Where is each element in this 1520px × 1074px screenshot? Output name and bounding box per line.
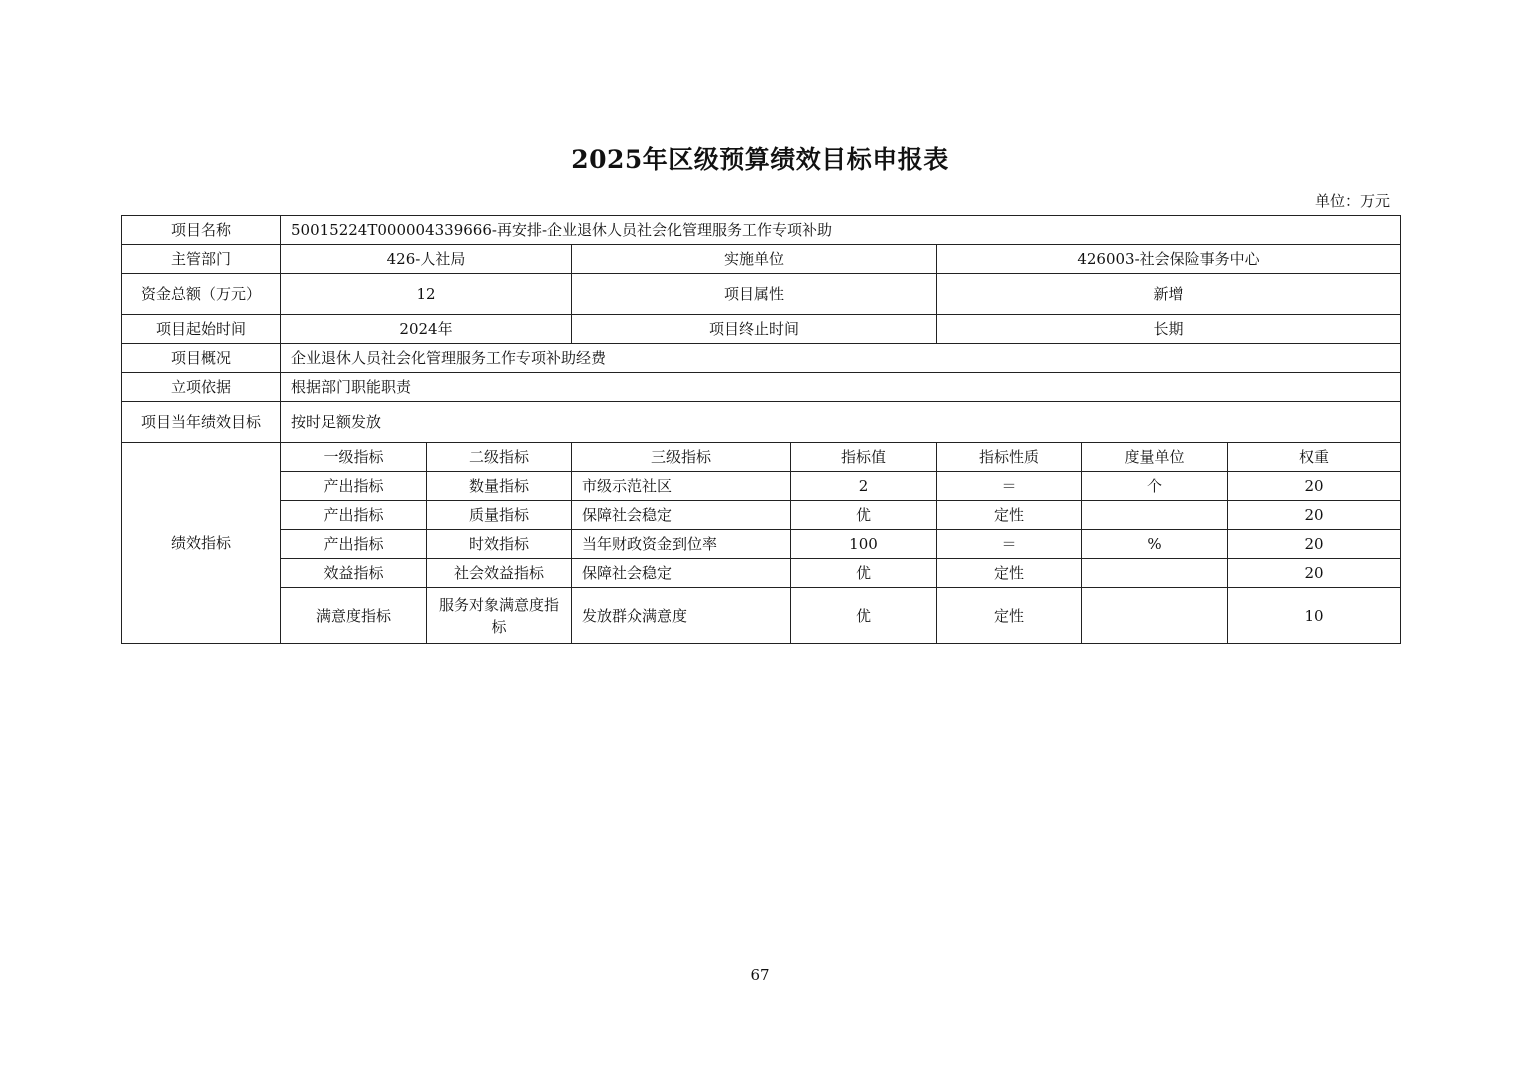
- table-cell: 满意度指标: [281, 588, 427, 644]
- table-cell: 定性: [937, 501, 1082, 530]
- row-project-name: [122, 216, 1401, 245]
- table-cell: 效益指标: [281, 559, 427, 588]
- table-cell: 数量指标: [427, 472, 572, 501]
- table-cell: 时效指标: [427, 530, 572, 559]
- table-header: 一级指标: [281, 443, 427, 472]
- table-cell: [1082, 501, 1228, 530]
- label-cell: 项目名称: [122, 216, 281, 245]
- department-value: 426-人社局: [281, 245, 572, 274]
- table-cell: 100: [791, 530, 937, 559]
- table-cell: ＝: [937, 530, 1082, 559]
- table-cell: 20: [1228, 530, 1401, 559]
- label-cell: 项目当年绩效目标: [122, 402, 281, 443]
- label-cell: 项目概况: [122, 344, 281, 373]
- label-cell: 实施单位: [572, 245, 937, 274]
- table-cell: 优: [791, 501, 937, 530]
- table-row: [122, 559, 1401, 588]
- table-header: 二级指标: [427, 443, 572, 472]
- row-overview: [122, 344, 1401, 373]
- table-cell: 当年财政资金到位率: [572, 530, 791, 559]
- table-cell: 产出指标: [281, 530, 427, 559]
- goal-value: 按时足额发放: [281, 402, 1401, 443]
- table-header: 指标值: [791, 443, 937, 472]
- table-cell: 产出指标: [281, 472, 427, 501]
- table-cell: 10: [1228, 588, 1401, 644]
- table-row: [122, 588, 1401, 644]
- start-value: 2024年: [281, 315, 572, 344]
- label-cell: 项目属性: [572, 274, 937, 315]
- table-cell: 产出指标: [281, 501, 427, 530]
- table-cell: ＝: [937, 472, 1082, 501]
- row-goal: [122, 402, 1401, 443]
- row-basis: [122, 373, 1401, 402]
- table-cell: 20: [1228, 559, 1401, 588]
- label-cell: 主管部门: [122, 245, 281, 274]
- table-header: 指标性质: [937, 443, 1082, 472]
- attribute-value: 新增: [937, 274, 1401, 315]
- table-header: 度量单位: [1082, 443, 1228, 472]
- table-cell: 优: [791, 588, 937, 644]
- table-cell: 保障社会稳定: [572, 501, 791, 530]
- basis-value: 根据部门职能职责: [281, 373, 1401, 402]
- budget-performance-table: [121, 215, 1401, 644]
- row-department: [122, 245, 1401, 274]
- table-cell: 定性: [937, 559, 1082, 588]
- table-cell: 保障社会稳定: [572, 559, 791, 588]
- table-cell: 2: [791, 472, 937, 501]
- row-fund: [122, 274, 1401, 315]
- fund-value: 12: [281, 274, 572, 315]
- table-cell: 优: [791, 559, 937, 588]
- table-row: [122, 472, 1401, 501]
- table-cell: 20: [1228, 501, 1401, 530]
- table-header: 三级指标: [572, 443, 791, 472]
- page-title: 2025年区级预算绩效目标申报表: [571, 145, 949, 174]
- table-row: [122, 530, 1401, 559]
- indicator-header-row: [122, 443, 1401, 472]
- implementer-value: 426003-社会保险事务中心: [937, 245, 1401, 274]
- label-cell: 资金总额（万元）: [122, 274, 281, 315]
- table-cell: 定性: [937, 588, 1082, 644]
- table-cell: 社会效益指标: [427, 559, 572, 588]
- row-period: [122, 315, 1401, 344]
- table-cell: 发放群众满意度: [572, 588, 791, 644]
- overview-value: 企业退休人员社会化管理服务工作专项补助经费: [281, 344, 1401, 373]
- label-cell: 立项依据: [122, 373, 281, 402]
- table-cell: 个: [1082, 472, 1228, 501]
- table-cell: 市级示范社区: [572, 472, 791, 501]
- label-cell: 项目终止时间: [572, 315, 937, 344]
- label-cell: 项目起始时间: [122, 315, 281, 344]
- table-cell: 服务对象满意度指标: [427, 588, 572, 644]
- indicators-section-label: 绩效指标: [122, 443, 281, 644]
- end-value: 长期: [937, 315, 1401, 344]
- table-cell: 质量指标: [427, 501, 572, 530]
- table-cell: 20: [1228, 472, 1401, 501]
- unit-label: 单位：万元: [1314, 192, 1390, 210]
- table-cell: [1082, 588, 1228, 644]
- page-number: 67: [750, 966, 770, 984]
- table-cell: %: [1082, 530, 1228, 559]
- project-name-value: 50015224T000004339666-再安排-企业退休人员社会化管理服务工作专项补助: [281, 216, 1401, 245]
- table-cell: [1082, 559, 1228, 588]
- table-row: [122, 501, 1401, 530]
- table-header: 权重: [1228, 443, 1401, 472]
